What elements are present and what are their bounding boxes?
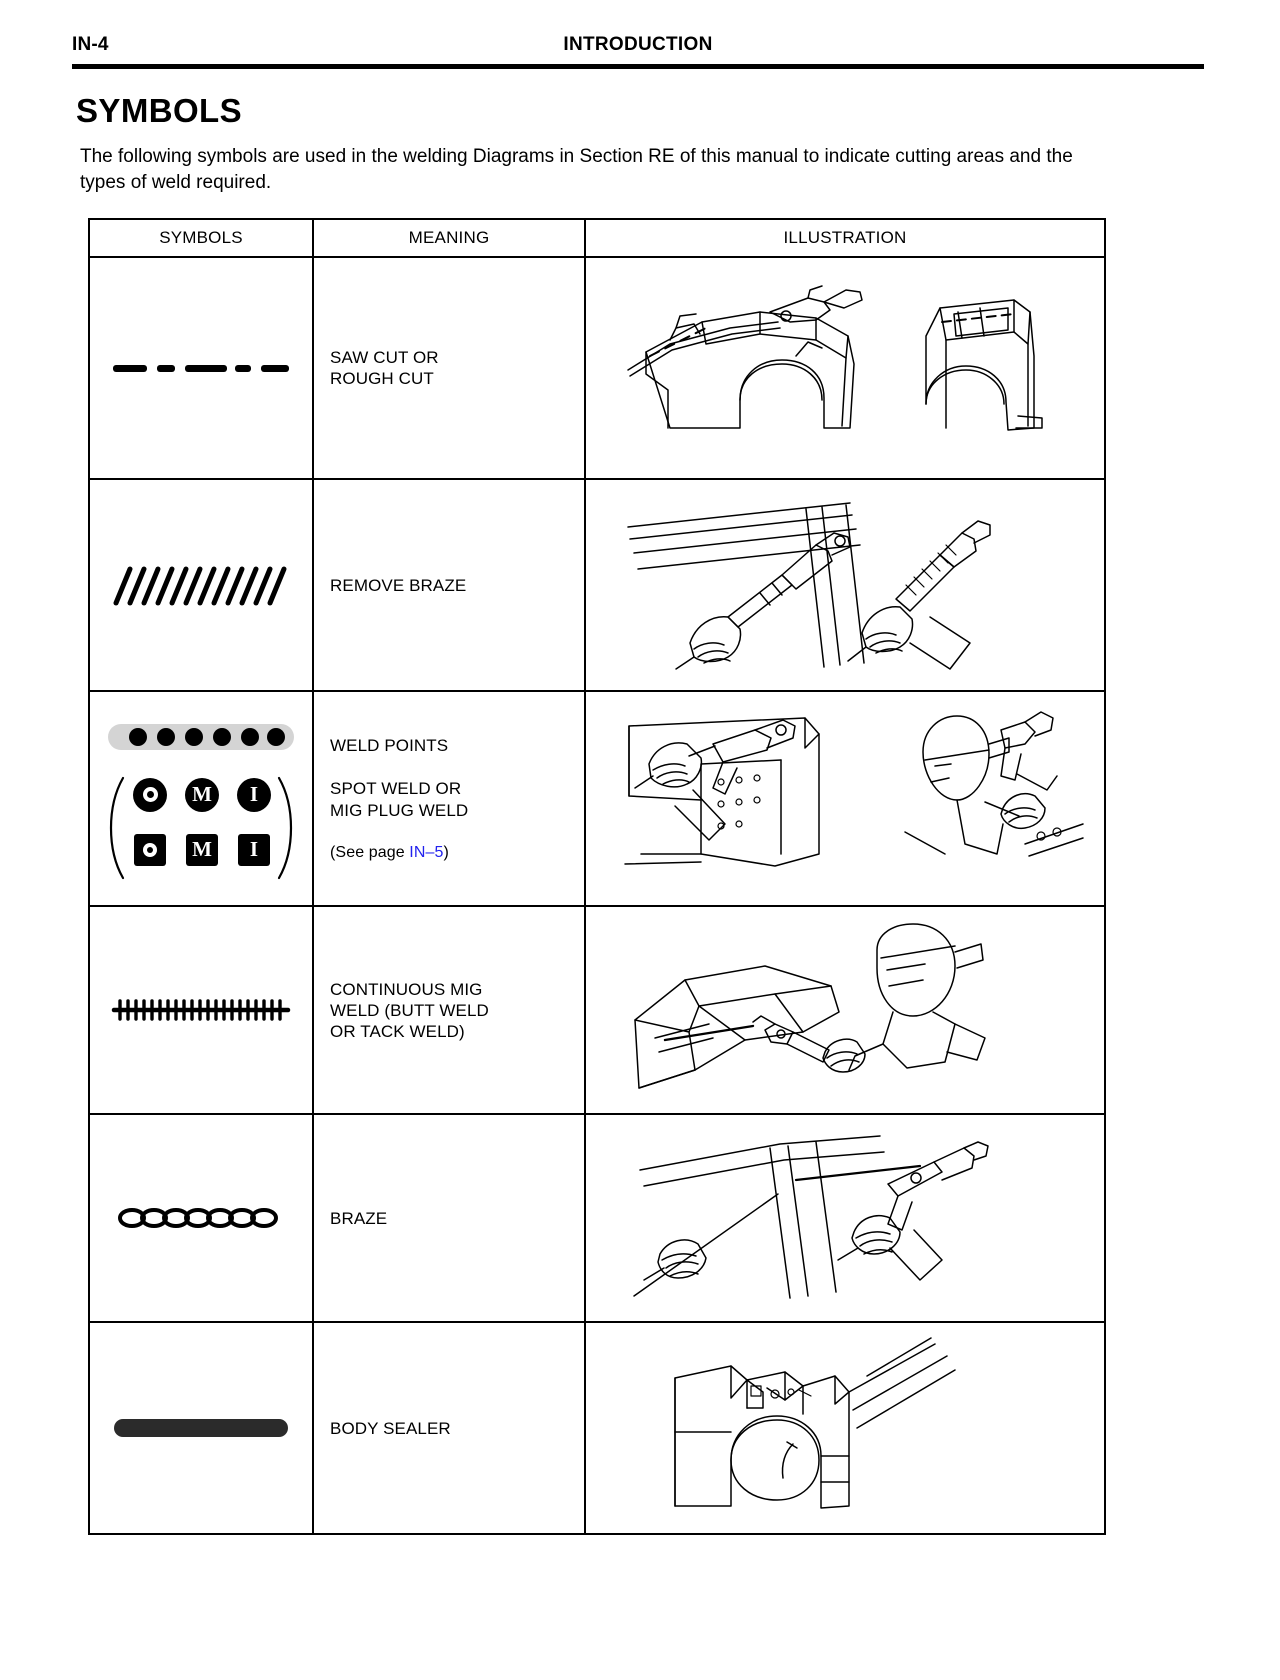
badge-square-mig-icon: M: [186, 834, 218, 866]
badge-circle-inert-icon: I: [237, 778, 271, 812]
section-title: INTRODUCTION: [563, 34, 713, 55]
meaning-cell-braze: [313, 1114, 585, 1322]
meaning-line: SAW CUT OR: [330, 348, 439, 368]
illustration-cell-body-sealer: [585, 1322, 1105, 1534]
see-page-note: [330, 843, 584, 863]
column-header-illustration: ILLUSTRATION: [585, 219, 1105, 257]
symbol-cell-saw-cut: [89, 257, 313, 479]
badge-circle-mig-icon: M: [185, 778, 219, 812]
saw-cut-dash-dot-icon: [111, 355, 291, 381]
body-sealer-wheel-arch-illustration: [635, 1336, 1055, 1521]
weld-points-capsule-icon: [106, 720, 296, 754]
meaning-line: BODY SEALER: [330, 1418, 451, 1438]
meaning-line: OR TACK WELD): [330, 1022, 465, 1042]
remove-braze-hatch-icon: [106, 561, 296, 609]
column-header-meaning: MEANING: [313, 219, 585, 257]
illustration-cell-continuous-mig: [585, 906, 1105, 1114]
illustration-cell-braze: [585, 1114, 1105, 1322]
illustration-cell-remove-braze: [585, 479, 1105, 691]
meaning-line: CONTINUOUS MIG: [330, 979, 483, 999]
meaning-line: ROUGH CUT: [330, 369, 434, 389]
column-header-symbols: SYMBOLS: [89, 219, 313, 257]
meaning-line: MIG PLUG WELD: [330, 800, 469, 820]
meaning-cell-body-sealer: [313, 1322, 585, 1534]
table-row: [89, 906, 1105, 1114]
braze-oval-chain-icon: [106, 1201, 296, 1235]
meaning-line: WELD (BUTT WELD: [330, 1000, 489, 1020]
see-page-link[interactable]: IN–5: [409, 843, 444, 861]
symbol-cell-weld-points: [89, 691, 313, 906]
badge-square-spot-weld-icon: [134, 834, 166, 866]
meaning-line: WELD POINTS: [330, 736, 449, 756]
symbol-cell-continuous-mig: [89, 906, 313, 1114]
roof-drip-braze-removal-illustration: [610, 493, 1080, 678]
badge-square-inert-icon: I: [238, 834, 270, 866]
symbols-table: [88, 218, 1106, 1535]
meaning-cell-continuous-mig: [313, 906, 585, 1114]
page-title: SYMBOLS: [76, 92, 242, 129]
illustration-cell-weld-points: [585, 691, 1105, 906]
continuous-mig-weld-bead-icon: [106, 993, 296, 1027]
badge-circle-spot-weld-icon: [133, 778, 167, 812]
symbol-cell-braze: [89, 1114, 313, 1322]
table-row: [89, 257, 1105, 479]
intro-paragraph: The following symbols are used in the welding Diagrams in Section RE of this manual to indicate cutting areas and the types of weld required.: [80, 146, 1073, 194]
mig-welding-rocker-panel-illustration: [625, 920, 1065, 1100]
manual-page: [0, 28, 1280, 1680]
illustration-cell-saw-cut: [585, 257, 1105, 479]
brazing-roof-joint-illustration: [620, 1128, 1070, 1308]
table-row: [89, 1322, 1105, 1534]
meaning-line: BRAZE: [330, 1208, 388, 1228]
meaning-cell-weld-points: [313, 691, 585, 906]
see-page-prefix: (See page: [330, 843, 410, 861]
header-rule: [72, 64, 1204, 69]
spot-weld-gun-illustration: [605, 704, 1085, 894]
page-number: IN-4: [72, 34, 109, 55]
table-row: [89, 691, 1105, 906]
meaning-cell-remove-braze: [313, 479, 585, 691]
quarter-panel-saw-cut-illustration: [610, 278, 1080, 458]
page-header: [72, 28, 1204, 74]
weld-badge-grid: [101, 772, 301, 882]
symbol-cell-remove-braze: [89, 479, 313, 691]
meaning-line: SPOT WELD OR: [330, 779, 462, 799]
meaning-cell-saw-cut: [313, 257, 585, 479]
see-page-suffix: ): [443, 843, 449, 861]
meaning-line: REMOVE BRAZE: [330, 575, 467, 595]
symbol-cell-body-sealer: [89, 1322, 313, 1534]
body-sealer-solid-bar-icon: [106, 1413, 296, 1443]
table-row: [89, 479, 1105, 691]
table-header-row: [89, 219, 1105, 257]
table-row: [89, 1114, 1105, 1322]
